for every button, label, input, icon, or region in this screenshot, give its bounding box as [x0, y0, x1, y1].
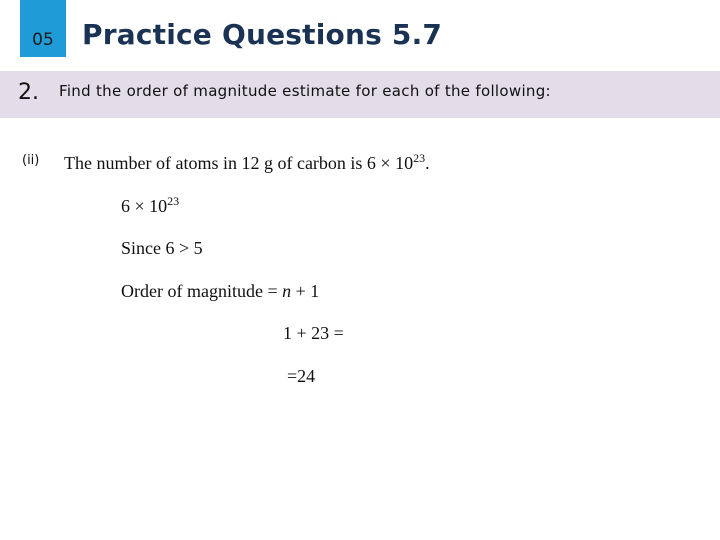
statement-period: .	[425, 153, 430, 173]
working-exponent: 23	[167, 194, 180, 208]
question-prompt: Find the order of magnitude estimate for each of the following:	[59, 82, 551, 100]
working-line-3	[121, 281, 319, 302]
chapter-badge	[20, 0, 66, 57]
part-label: (ii)	[22, 153, 40, 168]
part-statement	[64, 153, 430, 174]
working-line-5: =24	[287, 366, 316, 386]
slide-title: Practice Questions 5.7	[82, 18, 443, 51]
statement-exponent: 23	[413, 151, 426, 165]
working-line-1	[121, 196, 179, 217]
working-line-2: Since 6 > 5	[121, 238, 203, 258]
statement-text: The number of atoms in 12 g of carbon is 6 × 10	[64, 153, 414, 173]
chapter-number: 05	[32, 30, 54, 50]
working-line-4: 1 + 23 =	[283, 323, 344, 343]
magnitude-variable: n	[282, 281, 292, 301]
working-base: 6 × 10	[121, 196, 168, 216]
question-number: 2.	[18, 80, 39, 105]
magnitude-prefix: Order of magnitude =	[121, 281, 283, 301]
question-bar	[0, 71, 720, 118]
magnitude-suffix: + 1	[291, 281, 320, 301]
